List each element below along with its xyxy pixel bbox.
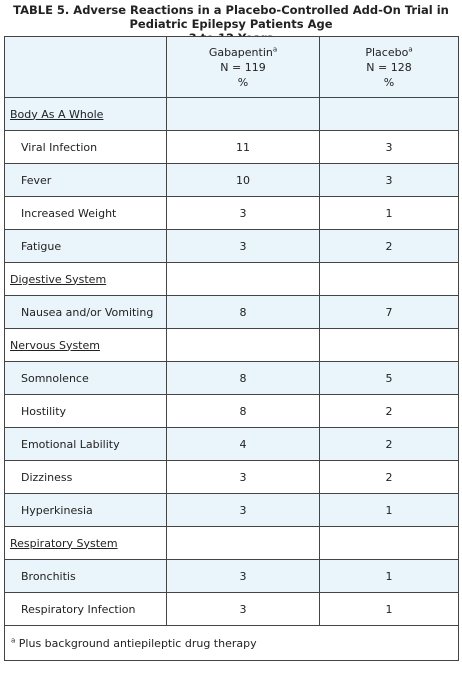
section-label: Nervous System [5, 329, 167, 362]
placebo-value: 2 [320, 428, 459, 461]
footnote-row [5, 626, 459, 661]
placebo-unit: % [383, 75, 395, 89]
empty-cell [320, 263, 459, 296]
gabapentin-value: 11 [167, 131, 320, 164]
table-row [5, 362, 459, 395]
reaction-label: Bronchitis [5, 560, 167, 593]
reaction-label: Hostility [5, 395, 167, 428]
gabapentin-value: 3 [167, 230, 320, 263]
section-row [5, 527, 459, 560]
placebo-value: 1 [320, 593, 459, 626]
empty-cell [320, 329, 459, 362]
empty-cell [320, 98, 459, 131]
table-row [5, 164, 459, 197]
placebo-value: 2 [320, 230, 459, 263]
gabapentin-sup: a [272, 44, 278, 53]
gabapentin-value: 3 [167, 197, 320, 230]
reaction-label: Respiratory Infection [5, 593, 167, 626]
header-empty-cell [5, 37, 167, 98]
empty-cell [167, 263, 320, 296]
table-row [5, 230, 459, 263]
table-row [5, 560, 459, 593]
placebo-value: 2 [320, 395, 459, 428]
section-row [5, 263, 459, 296]
reaction-label: Emotional Lability [5, 428, 167, 461]
table-row [5, 131, 459, 164]
gabapentin-value: 3 [167, 560, 320, 593]
empty-cell [167, 98, 320, 131]
placebo-value: 7 [320, 296, 459, 329]
reaction-label: Viral Infection [5, 131, 167, 164]
reaction-label: Somnolence [5, 362, 167, 395]
placebo-value: 1 [320, 197, 459, 230]
placebo-value: 1 [320, 494, 459, 527]
placebo-value: 2 [320, 461, 459, 494]
table-title-line1: TABLE 5. Adverse Reactions in a Placebo-Controlled Add-On Trial in Pediatric Epilepsy Patients Age [13, 3, 449, 31]
reaction-label: Fever [5, 164, 167, 197]
placebo-n: N = 128 [366, 60, 412, 74]
gabapentin-unit: % [237, 75, 249, 89]
empty-cell [320, 527, 459, 560]
table-title [0, 0, 462, 33]
section-label: Respiratory System [5, 527, 167, 560]
table-row [5, 593, 459, 626]
section-label: Body As A Whole [5, 98, 167, 131]
table-row [5, 494, 459, 527]
reaction-label: Fatigue [5, 230, 167, 263]
adverse-reactions-table [4, 36, 459, 661]
placebo-name: Placebo [365, 45, 409, 59]
gabapentin-name: Gabapentin [208, 45, 273, 59]
section-label: Digestive System [5, 263, 167, 296]
section-row [5, 329, 459, 362]
empty-cell [167, 527, 320, 560]
footnote-sup: a [11, 635, 16, 644]
section-row [5, 98, 459, 131]
header-row [5, 37, 459, 98]
table-row [5, 296, 459, 329]
placebo-value: 3 [320, 164, 459, 197]
placebo-value: 3 [320, 131, 459, 164]
gabapentin-value: 8 [167, 296, 320, 329]
reaction-label: Hyperkinesia [5, 494, 167, 527]
gabapentin-value: 3 [167, 593, 320, 626]
gabapentin-value: 3 [167, 461, 320, 494]
placebo-value: 5 [320, 362, 459, 395]
footnote-cell [5, 626, 459, 661]
header-placebo [320, 37, 459, 98]
table-row [5, 197, 459, 230]
reaction-label: Dizziness [5, 461, 167, 494]
gabapentin-value: 3 [167, 494, 320, 527]
reaction-label: Nausea and/or Vomiting [5, 296, 167, 329]
table-row [5, 395, 459, 428]
gabapentin-n: N = 119 [220, 60, 266, 74]
gabapentin-value: 10 [167, 164, 320, 197]
reaction-label: Increased Weight [5, 197, 167, 230]
gabapentin-value: 8 [167, 395, 320, 428]
placebo-sup: a [408, 44, 413, 53]
table-row [5, 461, 459, 494]
placebo-value: 1 [320, 560, 459, 593]
gabapentin-value: 8 [167, 362, 320, 395]
footnote-text: Plus background antiepileptic drug therapy [15, 636, 257, 650]
header-gabapentin [167, 37, 320, 98]
empty-cell [167, 329, 320, 362]
table-row [5, 428, 459, 461]
gabapentin-value: 4 [167, 428, 320, 461]
